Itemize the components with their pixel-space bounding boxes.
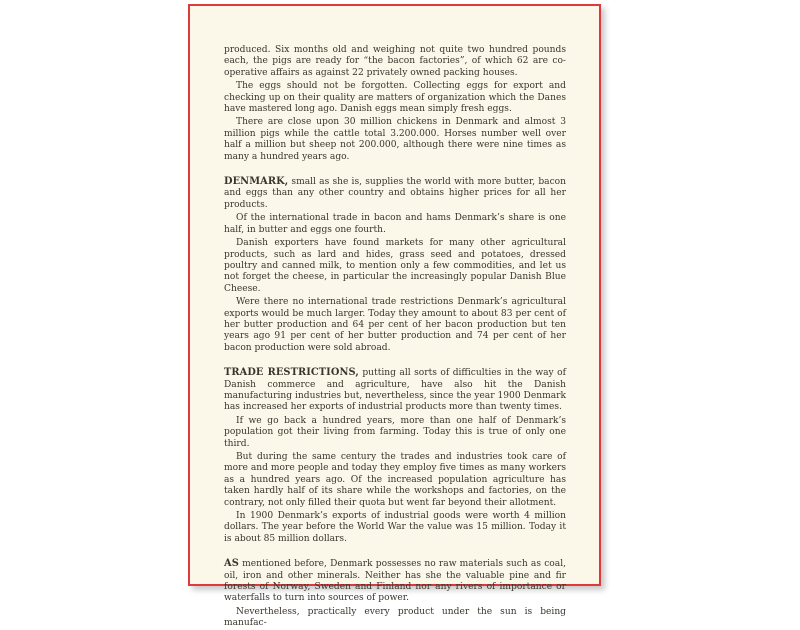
document-page [188, 4, 601, 629]
paragraph-raw-materials: AS mentioned before, Denmark possesses no raw materials such as coal, oil, iron and other minerals. Neither has she the valuable pine and fir forests of Norway, Sweden and Finland nor any rivers of importance or waterfalls to turn into sources of power. [224, 558, 566, 604]
paragraph-international-trade: Of the international trade in bacon and hams Denmark’s share is one half, in butter and eggs one fourth. [224, 213, 566, 235]
paragraph-trade-restrictions: TRADE RESTRICTIONS, putting all sorts of difficulties in the way of Danish commerce and agriculture, have also hit the Danish manufacturing industries but, nevertheless, since the year 1900 Denmark has increased her exports of industrial products more than twenty times. [224, 367, 566, 413]
paragraph-manufacturing: Nevertheless, practically every product under the sun is being manufac- [224, 606, 566, 629]
paragraph-restrictions-impact: Were there no international trade restrictions Denmark’s agricultural exports would be much larger. Today they amount to about 83 per cent of her butter production and 64 per cent of her bacon production but ten years ago 91 per cent of her butter production and 74 per cent of her bacon production were sold abroad. [224, 297, 566, 353]
paragraph-livestock: There are close upon 30 million chickens in Denmark and almost 3 million pigs while the cattle total 3.200.000. Horses number well over half a million but sheep not 200.000, although there were nine times as many a hundred years ago. [224, 117, 566, 162]
document-body [224, 45, 566, 630]
section-lead: TRADE RESTRICTIONS, [224, 367, 359, 379]
paragraph-industrial-exports: In 1900 Denmark’s exports of industrial goods were worth 4 million dollars. The year before the World War the value was 15 million. Today it is about 85 million dollars. [224, 511, 566, 544]
section-lead: AS [224, 558, 239, 570]
paragraph-exporters: Danish exporters have found markets for many other agricultural products, such as lard and hides, grass seed and potatoes, dressed poultry and canned milk, to mention only a few commodities, and let us not forget the cheese, in particular the increasingly popular Danish Blue Cheese. [224, 238, 566, 294]
paragraph-pigs: produced. Six months old and weighing not quite two hundred pounds each, the pigs are ready for “the bacon factories”, of which 62 are co-operative affairs as against 22 privately owned packing houses. [224, 45, 566, 78]
paragraph-eggs: The eggs should not be forgotten. Collecting eggs for export and checking up on their quality are matters of organization which the Danes have mastered long ago. Danish eggs mean simply fresh eggs. [224, 81, 566, 115]
section-lead: DENMARK, [224, 176, 289, 188]
paragraph-population: If we go back a hundred years, more than one half of Denmark’s population got their living from farming. Today this is true of only one third. [224, 415, 566, 449]
paragraph-industries: But during the same century the trades and industries took care of more and more people and today they employ five times as many workers as a hundred years ago. Of the increased population agriculture has taken hardly half of its share while the workshops and factories, on the contrary, not only filled their quota but went far beyond their allotment. [224, 452, 566, 508]
paragraph-denmark: DENMARK, small as she is, supplies the world with more butter, bacon and eggs than any other country and obtains higher prices for all her products. [224, 176, 566, 210]
